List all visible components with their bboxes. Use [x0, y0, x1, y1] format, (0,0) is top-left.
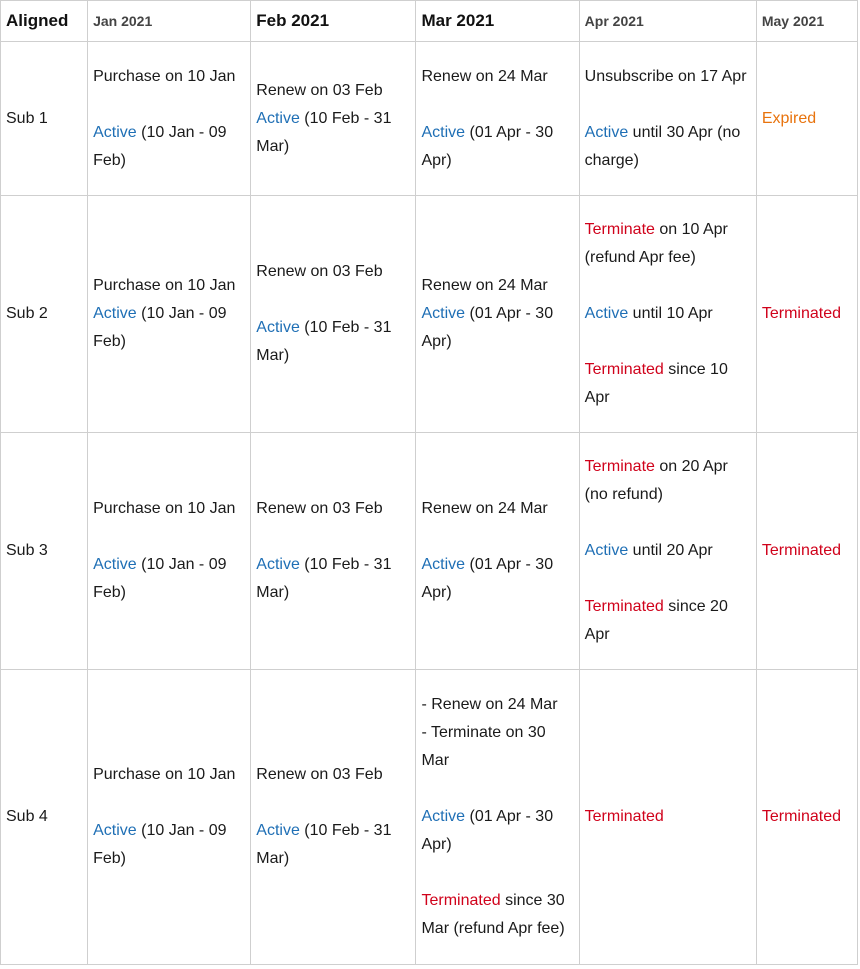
cell-may-terminated: Terminated — [756, 196, 857, 433]
status-text — [421, 300, 573, 356]
row-label: Sub 3 — [1, 433, 88, 670]
event-text: Renew on 24 Mar — [421, 500, 548, 517]
period-text: until 10 Apr — [628, 305, 713, 322]
row-label: Sub 2 — [1, 196, 88, 433]
active-status: Active — [421, 123, 466, 141]
period-text: (10 Feb - 31 Mar) — [256, 556, 392, 601]
active-status: Active — [256, 822, 300, 839]
period-text: until 30 Apr (no charge) — [584, 123, 741, 169]
event-text: Renew on 03 Feb — [256, 766, 383, 783]
status-text — [256, 105, 410, 161]
header-apr: Apr 2021 — [579, 1, 756, 42]
active-status: Active — [421, 305, 466, 322]
cell-apr — [579, 42, 756, 196]
terminated-text — [585, 593, 751, 649]
status-text — [256, 817, 410, 873]
terminated-status: Terminated — [584, 361, 664, 378]
period-text: (10 Feb - 31 Mar) — [256, 822, 392, 867]
period-text: (10 Jan - 09 Feb) — [93, 123, 227, 169]
active-status: Active — [584, 542, 629, 559]
status-text — [585, 537, 751, 565]
status-text — [93, 817, 245, 873]
cell-apr-terminated: Terminated — [579, 670, 756, 965]
cell-jan — [88, 433, 251, 670]
event-text: Purchase on 10 Jan — [93, 766, 236, 783]
period-text: (10 Feb - 31 Mar) — [256, 109, 392, 155]
cell-feb — [251, 433, 416, 670]
period-text: (10 Feb - 31 Mar) — [256, 319, 392, 364]
terminate-status: Terminate — [584, 221, 655, 238]
event-text: Renew on 24 Mar — [421, 277, 548, 294]
cell-jan — [88, 670, 251, 965]
row-label: Sub 4 — [1, 670, 88, 965]
active-status: Active — [256, 556, 300, 573]
status-text — [421, 551, 573, 607]
cell-mar — [416, 42, 579, 196]
period-text: (10 Jan - 09 Feb) — [93, 556, 227, 601]
event-text: Renew on 03 Feb — [256, 81, 383, 99]
terminated-detail: since 10 Apr — [584, 361, 728, 406]
event-text: Renew on 24 Mar — [421, 67, 548, 85]
row-label: Sub 1 — [1, 42, 88, 196]
cell-jan — [88, 42, 251, 196]
active-status: Active — [256, 109, 300, 127]
period-text: (01 Apr - 30 Apr) — [421, 808, 554, 853]
period-text: (01 Apr - 30 Apr) — [421, 305, 554, 350]
event-text: Purchase on 10 Jan — [93, 500, 236, 517]
cell-may-terminated: Terminated — [756, 670, 857, 965]
period-text: (10 Jan - 09 Feb) — [93, 822, 227, 867]
active-status: Active — [421, 808, 466, 825]
active-status: Active — [584, 123, 629, 141]
header-row — [1, 1, 858, 42]
cell-feb — [251, 42, 416, 196]
status-text — [585, 119, 751, 175]
header-mar: Mar 2021 — [416, 1, 579, 42]
terminated-status: Terminated — [421, 892, 501, 909]
terminate-detail: on 20 Apr (no refund) — [584, 458, 728, 503]
cell-may-terminated: Terminated — [756, 433, 857, 670]
active-status: Active — [584, 305, 629, 322]
status-text — [585, 300, 751, 328]
cell-apr — [579, 196, 756, 433]
status-text — [93, 119, 245, 175]
event-text: Renew on 03 Feb — [256, 500, 383, 517]
event-text: - Renew on 24 Mar — [421, 696, 558, 713]
header-jan: Jan 2021 — [88, 1, 251, 42]
table-row-sub-2 — [1, 196, 858, 433]
event-text: Unsubscribe on 17 Apr — [584, 67, 747, 85]
terminated-text — [421, 887, 573, 943]
cell-jan — [88, 196, 251, 433]
period-text: (01 Apr - 30 Apr) — [421, 556, 554, 601]
period-text: (10 Jan - 09 Feb) — [93, 305, 227, 350]
event-text: - Terminate on 30 Mar — [421, 724, 546, 769]
status-text — [93, 300, 245, 356]
table-row-sub-4 — [1, 670, 858, 965]
header-corner: Aligned — [1, 1, 88, 42]
status-text — [93, 551, 245, 607]
table-row-sub-3 — [1, 433, 858, 670]
event-text: Purchase on 10 Jan — [93, 277, 236, 294]
cell-may-expired: Expired — [756, 42, 857, 196]
terminated-text — [585, 356, 751, 412]
cell-apr — [579, 433, 756, 670]
active-status: Active — [93, 305, 137, 322]
table-row-sub-1 — [1, 42, 858, 196]
header-feb: Feb 2021 — [251, 1, 416, 42]
status-text — [421, 119, 573, 175]
period-text: until 20 Apr — [628, 542, 713, 559]
period-text: (01 Apr - 30 Apr) — [421, 123, 554, 169]
terminate-detail: on 10 Apr (refund Apr fee) — [584, 221, 728, 266]
active-status: Active — [421, 556, 466, 573]
terminated-detail: since 30 Mar (refund Apr fee) — [421, 892, 565, 937]
status-text — [256, 551, 410, 607]
active-status: Active — [256, 319, 300, 336]
active-status: Active — [93, 123, 137, 141]
terminate-text — [585, 453, 751, 509]
active-status: Active — [93, 556, 137, 573]
terminate-text — [585, 216, 751, 272]
status-text — [256, 314, 410, 370]
cell-mar — [416, 433, 579, 670]
status-text — [421, 803, 573, 859]
event-text: Purchase on 10 Jan — [93, 67, 236, 85]
cell-mar — [416, 196, 579, 433]
cell-feb — [251, 196, 416, 433]
header-may: May 2021 — [756, 1, 857, 42]
terminated-status: Terminated — [584, 598, 664, 615]
cell-mar — [416, 670, 579, 965]
cell-feb — [251, 670, 416, 965]
terminated-detail: since 20 Apr — [584, 598, 728, 643]
active-status: Active — [93, 822, 137, 839]
event-text: Renew on 03 Feb — [256, 263, 383, 280]
terminate-status: Terminate — [584, 458, 655, 475]
